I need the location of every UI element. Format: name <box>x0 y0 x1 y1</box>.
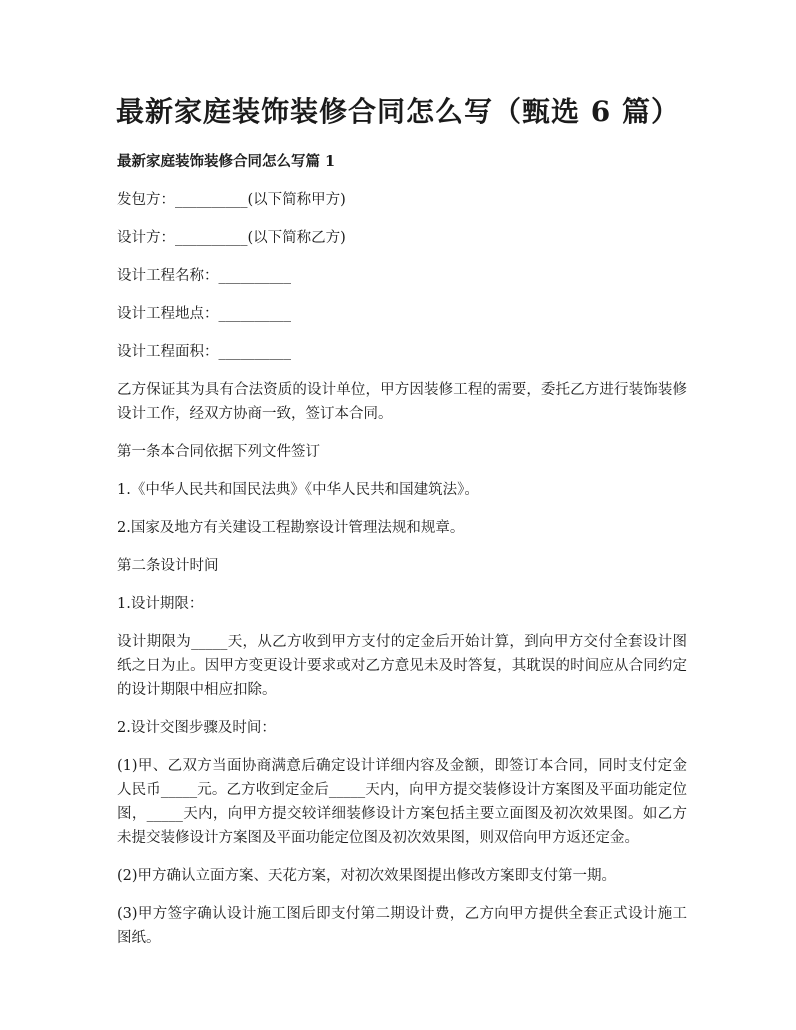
party-a-line: 发包方：__________(以下简称甲方) <box>117 192 346 208</box>
article-one-item-2: 2.国家及地方有关建设工程勘察设计管理法规和规章。 <box>117 520 465 536</box>
project-location-line: 设计工程地点：__________ <box>117 306 291 322</box>
section-heading: 最新家庭装饰装修合同怎么写篇 1 <box>117 153 336 170</box>
project-area-line: 设计工程面积：__________ <box>117 344 291 360</box>
delivery-steps-heading: 2.设计交图步骤及时间： <box>117 720 276 736</box>
design-period-heading: 1.设计期限： <box>117 596 204 612</box>
document-body <box>117 150 687 964</box>
delivery-step-2: (2)甲方确认立面方案、天花方案，对初次效果图提出修改方案即支付第一期。 <box>117 868 617 884</box>
document-title: 最新家庭装饰装修合同怎么写（甄选 6 篇） <box>116 95 680 128</box>
design-period-paragraph: 设计期限为_____天，从乙方收到甲方支付的定金后开始计算，到向甲方交付全套设计图纸之日为止。因甲方变更设计要求或对乙方意见未及时答复，其耽误的时间应从合同约定的设计期限中相应扣除。 <box>117 634 687 698</box>
article-one-heading: 第一条本合同依据下列文件签订 <box>117 444 320 460</box>
intro-paragraph: 乙方保证其为具有合法资质的设计单位，甲方因装修工程的需要，委托乙方进行装饰装修设计工作，经双方协商一致，签订本合同。 <box>117 382 687 422</box>
delivery-step-1: (1)甲、乙双方当面协商满意后确定设计详细内容及金额，即签订本合同，同时支付定金人民币_____元。乙方收到定金后_____天内，向甲方提交装修设计方案图及平面功能定位图，_____天内，向甲方提交较详细装修设计方案包括主要立面图及初次效果图。如乙方未提交装修设计方案图及平面功能定位图及初次效果图，则双倍向甲方返还定金。 <box>117 758 687 846</box>
delivery-step-3: (3)甲方签字确认设计施工图后即支付第二期设计费，乙方向甲方提供全套正式设计施工图纸。 <box>117 906 687 946</box>
party-b-line: 设计方：__________(以下简称乙方) <box>117 230 346 246</box>
article-one-item-1: 1.《中华人民共和国民法典》《中华人民共和国建筑法》。 <box>117 482 479 498</box>
project-name-line: 设计工程名称：__________ <box>117 268 291 284</box>
article-two-heading: 第二条设计时间 <box>117 558 219 574</box>
